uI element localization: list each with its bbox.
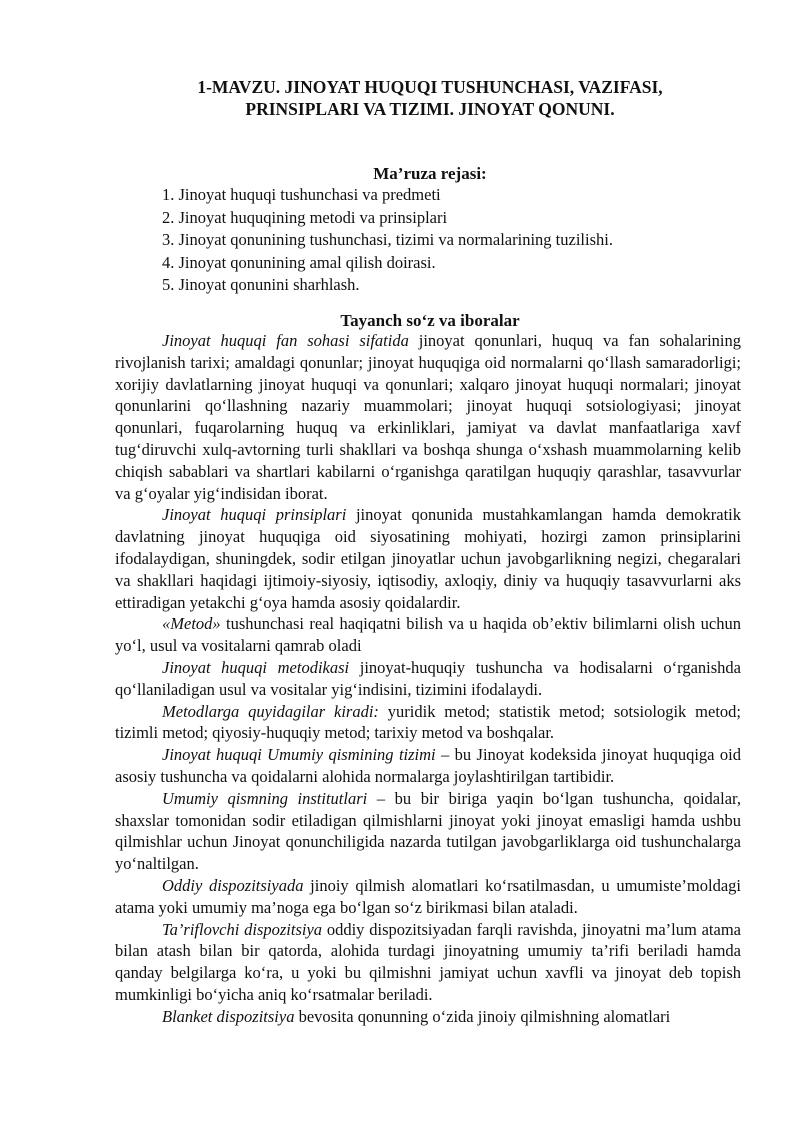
plan-item-3: 3. Jinoyat qonunining tushunchasi, tizimi va normalarining tuzilishi. <box>162 230 613 250</box>
paragraph <box>115 701 741 745</box>
definition: – bu bir biriga yaqin bo‘lgan tushuncha, qoidalar, shaxslar tomonidan sodir etiladigan qilmishlarni jinoyat yoki jinoyat emasligi hamda ushbu qilmishlar uchun Jinoyat qonunchiligida nazarda tutilgan javobgarliklarga oid tushunchalarga yo‘naltilgan. <box>115 788 742 874</box>
paragraph <box>115 613 741 657</box>
term: Ta’riflovchi dispozitsiya <box>162 919 323 939</box>
paragraph <box>115 657 741 701</box>
term: Umumiy qismning institutlari <box>162 788 368 808</box>
term: Jinoyat huquqi prinsiplari <box>162 505 347 525</box>
paragraph <box>115 330 741 504</box>
definition: yuridik metod; statistik metod; sotsiologik metod; tizimli metod; qiyosiy-huquqiy metod; tarixiy metod va boshqalar. <box>115 701 741 743</box>
paragraph <box>115 788 741 875</box>
term: Jinoyat huquqi fan sohasi sifatida <box>162 331 409 350</box>
term: Oddiy dispozitsiyada <box>162 875 304 895</box>
paragraph <box>115 504 741 613</box>
lecture-plan-list <box>162 184 613 297</box>
term: Blanket dispozitsiya <box>162 1006 295 1026</box>
definition: tushunchasi real haqiqatni bilish va u haqida ob’ektiv bilimlarni olish uchun yo‘l, usul va vositalarni qamrab oladi <box>115 614 741 656</box>
plan-item-1: 1. Jinoyat huquqi tushunchasi va predmeti <box>162 185 441 204</box>
definition: – bu Jinoyat kodeksida jinoyat huquqiga oid asosiy tushuncha va qoidalarni alohida normalarga joylashtirilgan tartibidir. <box>115 745 741 786</box>
term: Jinoyat huquqi metodikasi <box>162 657 350 677</box>
paragraph <box>115 919 741 1006</box>
keywords-body <box>115 330 741 1028</box>
definition: jinoyat-huquqiy tushuncha va hodisalarni o‘rganishda qo‘llaniladigan usul va vositalar yig‘indisini, tizimini ifodalaydi. <box>115 657 741 699</box>
term: Metodlarga quyidagilar kiradi: <box>162 701 379 721</box>
plan-item-2: 2. Jinoyat huquqining metodi va prinsiplari <box>162 207 448 227</box>
lecture-plan-heading: Ma’ruza rejasi: <box>373 164 487 183</box>
definition: jinoyat qonunida mustahkamlangan hamda demokratik davlatning jinoyat huquqiga oid siyosatining mohiyati, hozirgi zamon prinsiplarini ifodalaydigan, shuningdek, sodir etilgan jinoyatlar uchun javobgarlikning negizi, chegaralari va shakllari haqidagi ijtimoiy-siyosiy, iqtisodiy, axloqiy, diniy va huquqiy tasavvurlarni aks ettiradigan yetakchi g‘oya hamda asosiy qoidalardir. <box>115 505 741 612</box>
definition: jinoyat qonunlari, huquq va fan sohalarining rivojlanish tarixi; amaldagi qonunlar; jinoyat huquqiga oid normalarni qo‘llash samaradorligi; xorijiy davlatlarning jinoyat huquqi va qonunlari; xalqaro jinoyat huquqi normalari; jinoyat qonunlarini qo‘llashning nazariy muammolari; jinoyat huquqi sotsiologiyasi; jinoyat qonunlari, fuqarolarning huquq va erkinliklari, jamiyat va davlat manfaatlariga xavf tug‘diruvchi xulq-avtorning turli shakllari va boshqa shunga o‘xshash muammolarning kelib chiqish sabablari va shartlari kabilarni o‘rganishga qaratilgan huquqiy qarashlar, tasavvurlar va g‘oyalar yig‘indisidan iborat. <box>115 331 741 503</box>
title-line-2: PRINSIPLARI VA TIZIMI. JINOYAT QONUNI. <box>245 99 615 119</box>
keywords-heading: Tayanch so‘z va iboralar <box>340 311 520 330</box>
definition: oddiy dispozitsiyadan farqli ravishda, jinoyatni ma’lum atama bilan atash bilan bir qatorda, alohida turdagi jinoyatning umumiy ta’rifi beriladi hamda qanday belgilarga ko‘ra, u yoki bu qilmishni jamiyat uchun xavfli va jinoyat deb topish mumkinligi bo‘yicha aniq ko‘rsatmalar beriladi. <box>115 919 741 1004</box>
definition: jinoiy qilmish alomatlari ko‘rsatilmasdan, u umumiste’moldagi atama yoki umumiy ma’noga ega bo‘lgan so‘z birikmasi bilan ataladi. <box>115 875 741 917</box>
term: Jinoyat huquqi Umumiy qismining tizimi <box>162 745 436 765</box>
definition: bevosita qonunning o‘zida jinoiy qilmishning alomatlari <box>294 1006 671 1026</box>
plan-item-5: 5. Jinoyat qonunini sharhlash. <box>162 275 360 295</box>
document-title <box>100 76 760 120</box>
paragraph <box>115 744 741 788</box>
title-line-1: 1-MAVZU. JINOYAT HUQUQI TUSHUNCHASI, VAZIFASI, <box>197 77 663 97</box>
paragraph <box>115 875 741 919</box>
paragraph <box>115 1006 741 1028</box>
plan-item-4: 4. Jinoyat qonunining amal qilish doirasi. <box>162 252 436 272</box>
term: «Metod» <box>162 614 221 634</box>
